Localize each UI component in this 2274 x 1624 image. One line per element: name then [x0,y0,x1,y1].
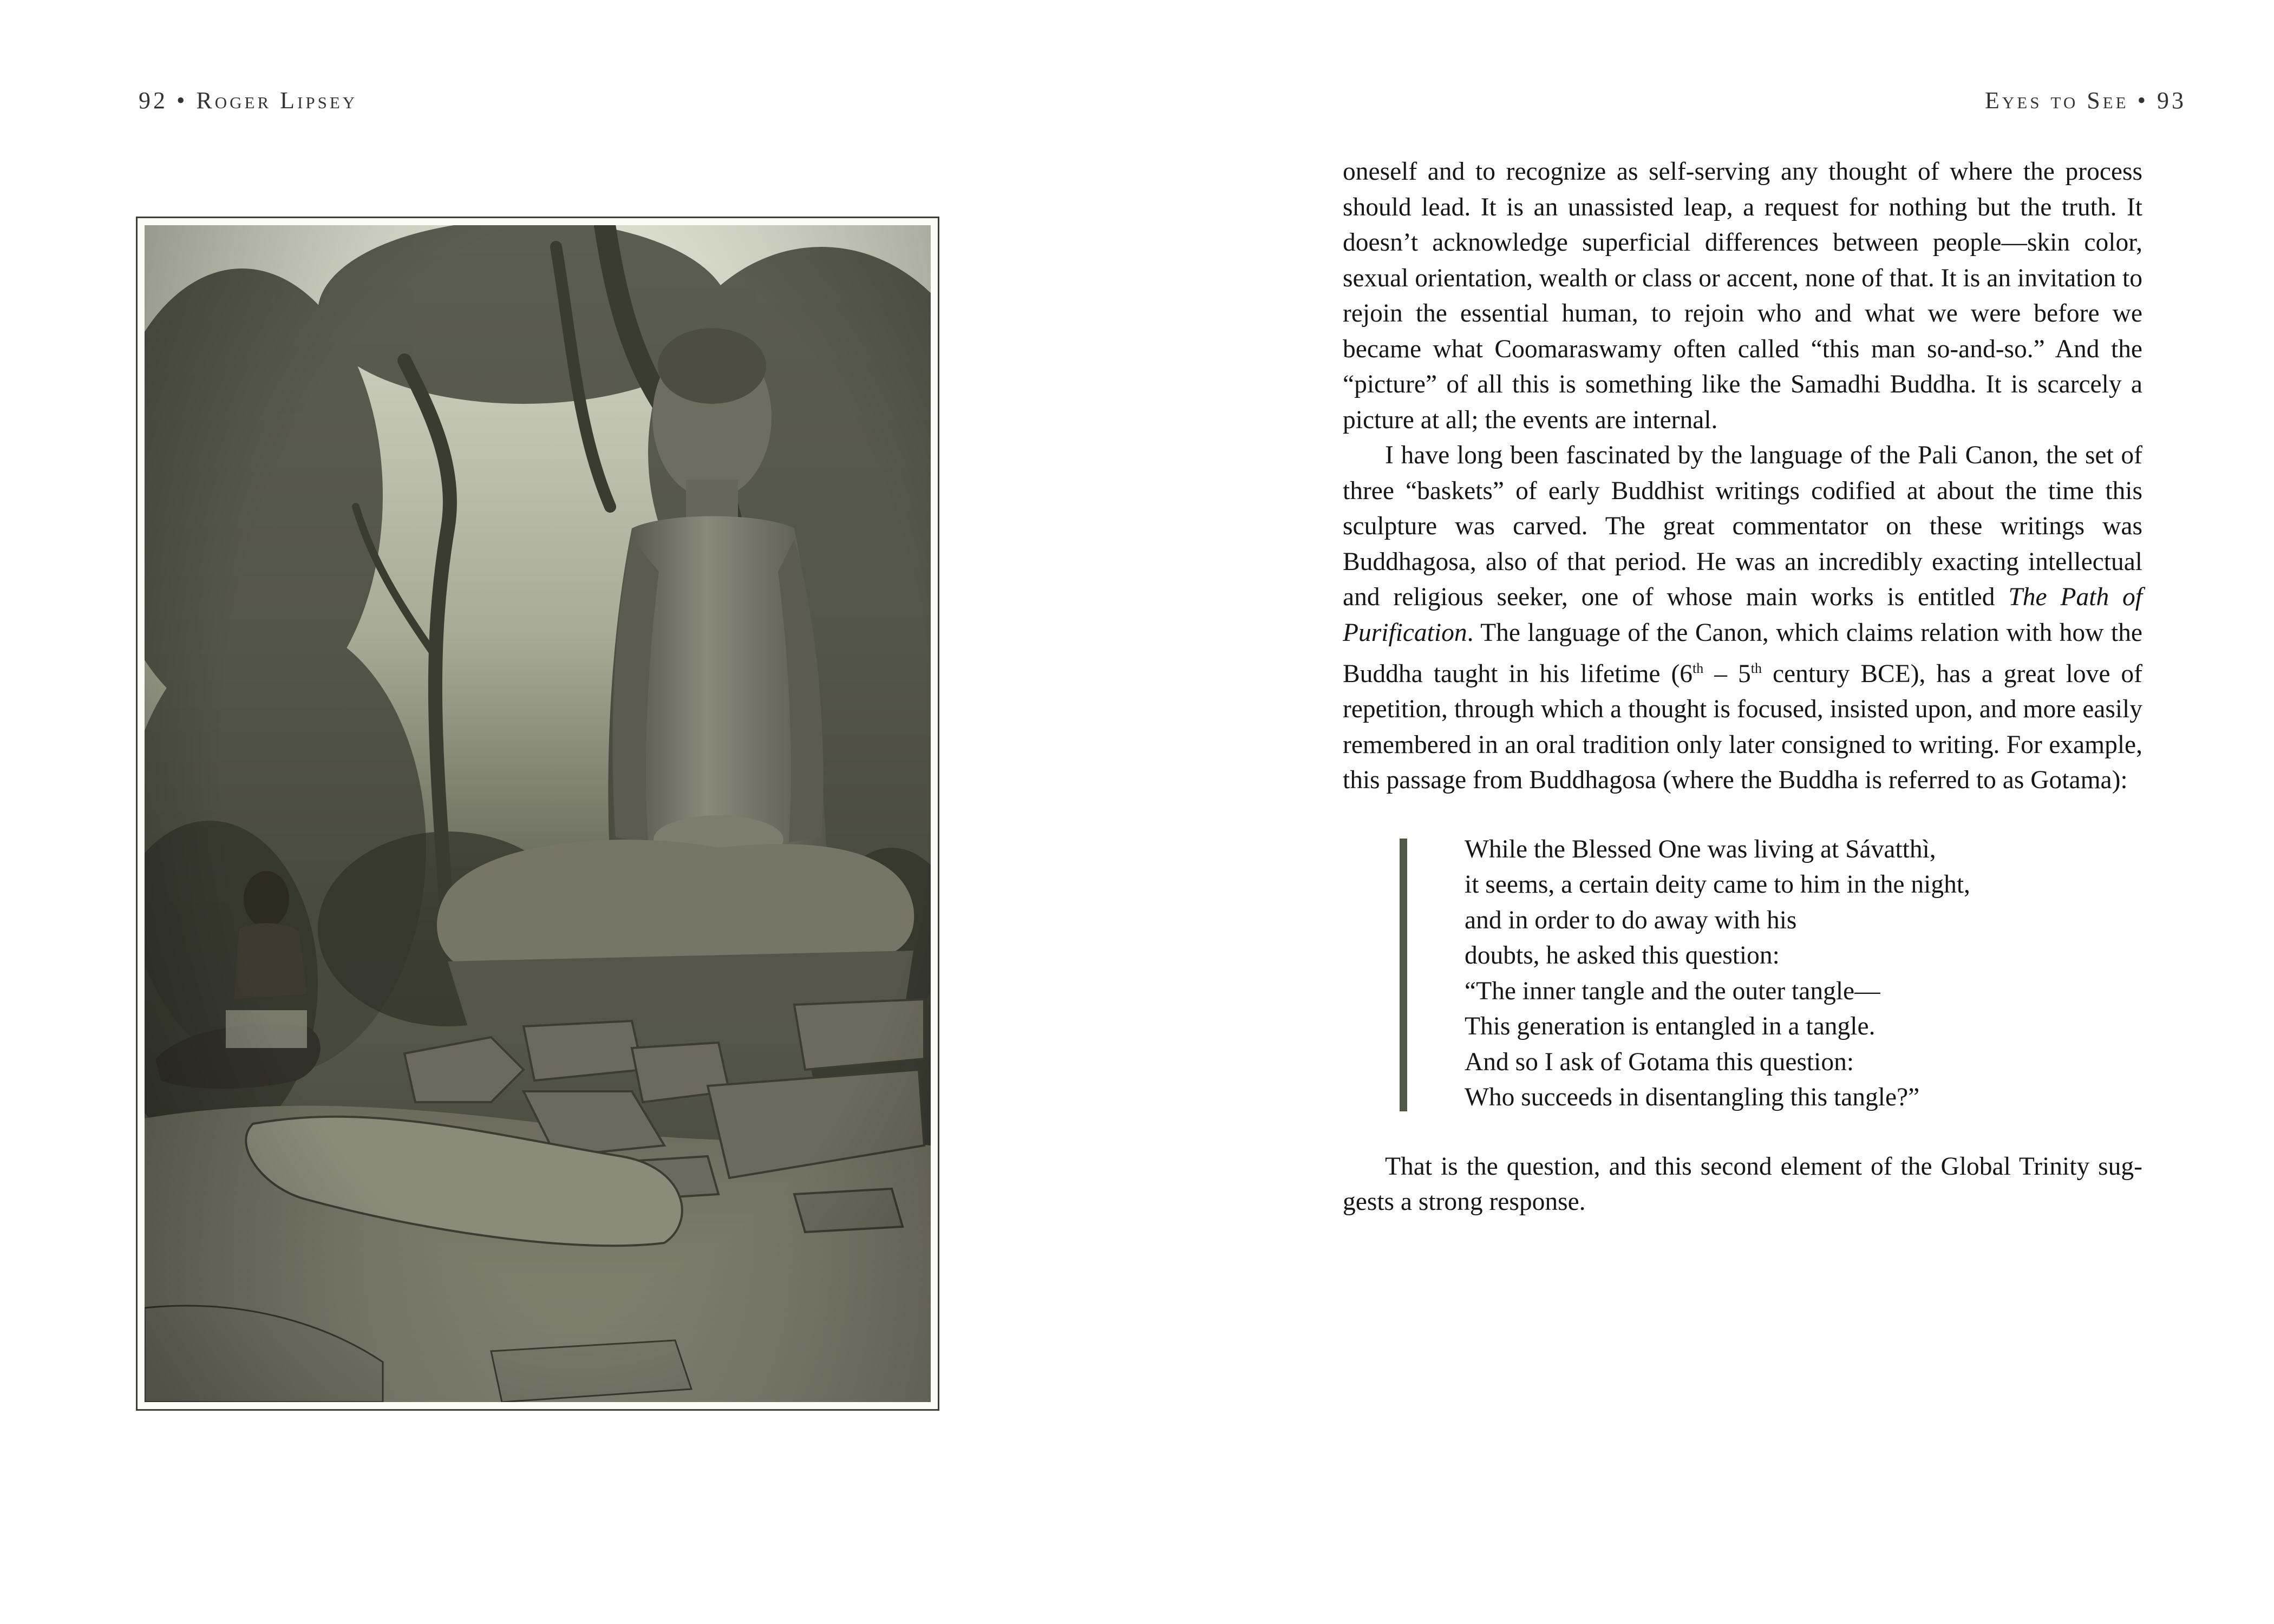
quote-line: This generation is entangled in a tangle. [1465,1012,1876,1041]
right-page [1137,0,2274,1624]
running-head-left: 92 • Roger Lipsey [139,87,358,114]
quote-line: Who succeeds in disentangling this tangle?” [1465,1083,1920,1112]
quote-line: And so I ask of Gotama this question: [1465,1047,1854,1076]
body-text [1343,154,2142,1220]
quote-line: it seems, a certain deity came to him in the night, [1465,870,1970,899]
block-quote [1400,832,2142,1116]
photo-seated-buddha-statue-with-boy [145,225,931,1402]
quote-line: While the Blessed One was living at Sávatthì, [1465,835,1936,863]
quote-line: “The inner tangle and the outer tangle— [1465,977,1880,1005]
book-title: The Path of Purification [1343,583,2142,647]
quote-bar [1400,839,1407,1111]
paragraph-1: oneself and to recognize as self-serving any thought of where the process should lead. It is an unassisted leap, a request for nothing but the truth. It doesn’t acknowledge superficial differences between people—skin color, sexual orientation, wealth or class or accent, none of that. It is an invitation to rejoin the essential human, to rejoin who and what we were before we became what Coomaraswamy often called “this man so-and-so.” And the “picture” of all this is something like the Samadhi Buddha. It is scarcely a picture at all; the events are internal. [1343,158,2142,434]
paragraph-3: That is the question, and this second element of the Global Trinity suggests a strong response. [1343,1152,2142,1216]
photo-plate [136,217,939,1411]
running-head-right: Eyes to See • 93 [1985,87,2186,114]
quote-line: and in order to do away with his [1465,906,1797,934]
quote-line: doubts, he asked this question: [1465,941,1780,970]
paragraph-2: I have long been fascinated by the language of the Pali Canon, the set of three “baskets” of early Buddhist writings codified at about the time this sculpture was carved. The great commentator on these writings was Buddhagosa, also of that period. He was an incredibly exacting intellectual and religious seeker, one of whose main works is entitled The Path of Purification. The language of the Canon, which claims relation with how the Buddha taught in his lifetime (6th – 5th century BCE), has a great love of repetition, through which a thought is focused, insisted upon, and more easily remembered in an oral tradition only later consigned to writing. For example, this passage from Buddhagosa (where the Buddha is referred to as Gotama): [1343,441,2142,795]
